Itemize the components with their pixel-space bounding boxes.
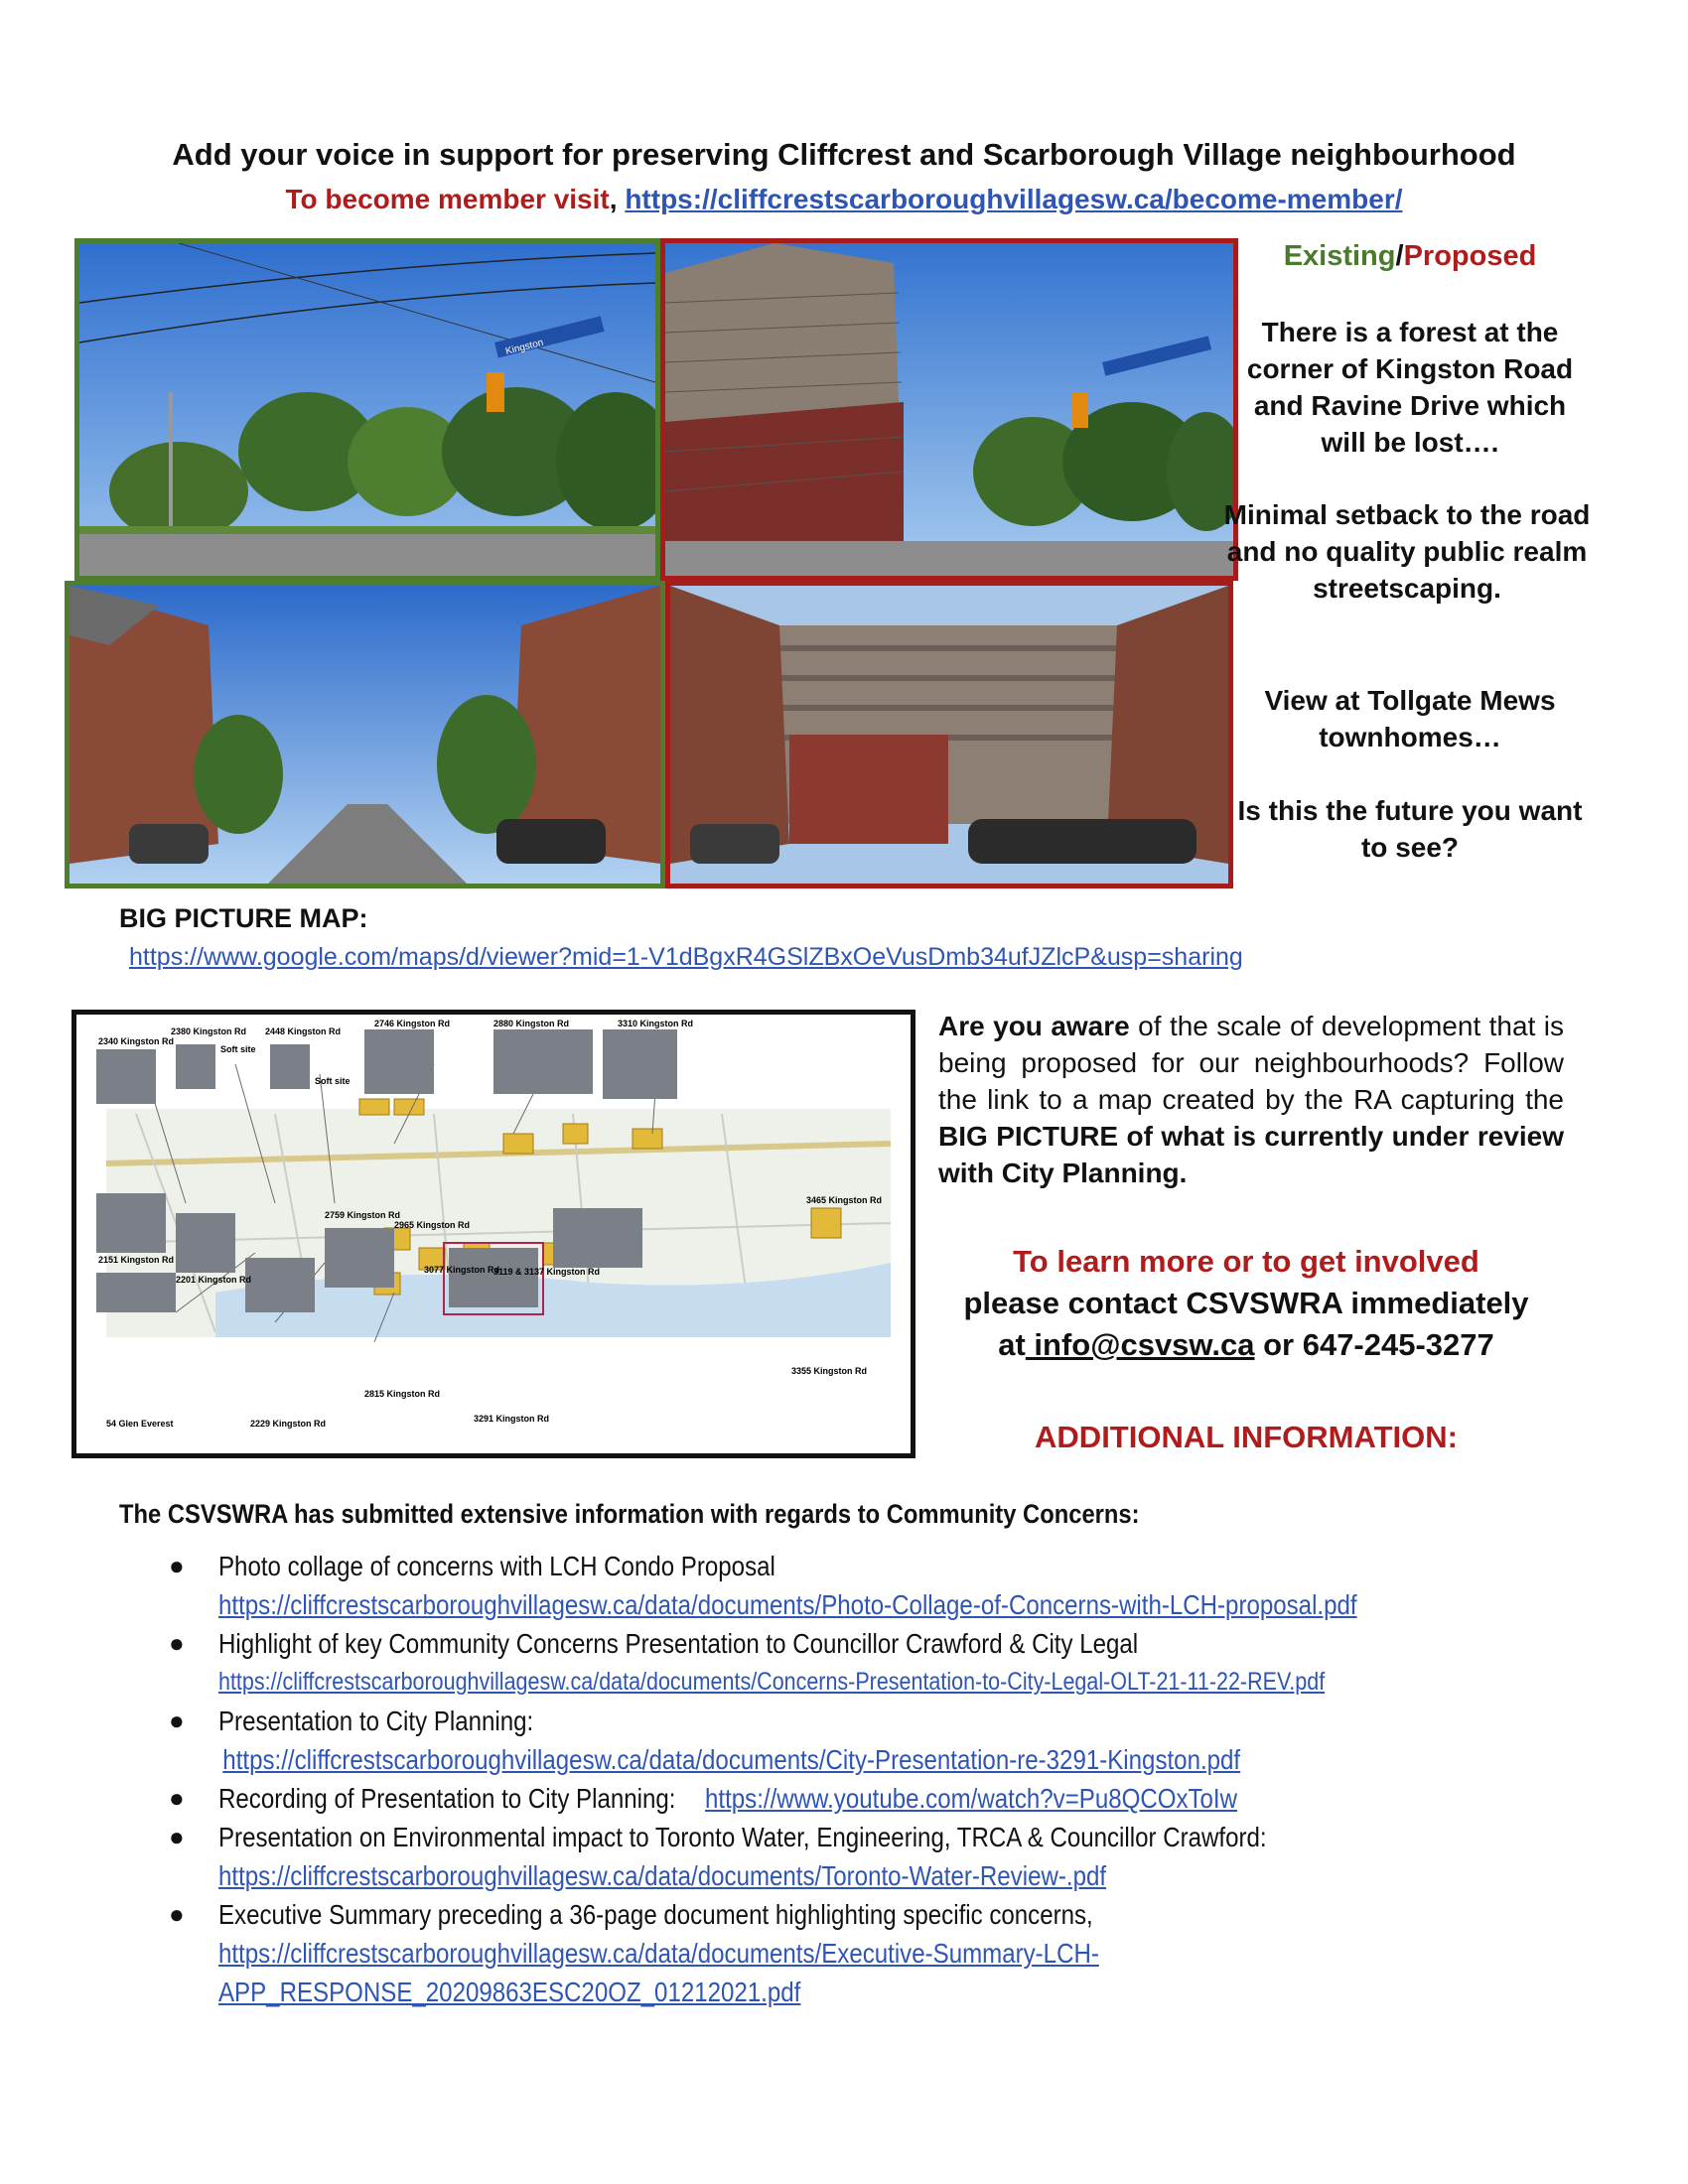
member-comma: , bbox=[609, 184, 618, 214]
item-text: Photo collage of concerns with LCH Condo Proposal bbox=[218, 1551, 775, 1581]
page-title: Add your voice in support for preserving Cliffcrest and Scarborough Village neighbourhood bbox=[172, 137, 1516, 172]
item-text: Executive Summary preceding a 36-page document highlighting specific concerns, bbox=[218, 1899, 1093, 1930]
item-text: Highlight of key Community Concerns Presentation to Councillor Crawford & City Legal bbox=[218, 1628, 1139, 1659]
map-label-3291: 3291 Kingston Rd bbox=[474, 1414, 550, 1424]
side-paragraph-forest: There is a forest at the corner of Kingston Road and Ravine Drive which will be lost…. bbox=[1246, 317, 1574, 458]
side-paragraph-question: Is this the future you want to see? bbox=[1237, 795, 1583, 863]
map-label-2759: 2759 Kingston Rd bbox=[325, 1210, 401, 1220]
bullet: ● bbox=[169, 1628, 185, 1658]
map-label-3310: 3310 Kingston Rd bbox=[618, 1019, 694, 1028]
list-item bbox=[164, 1702, 1554, 1779]
photo-existing-townhomes bbox=[65, 581, 665, 888]
aware-bold-1: Are you aware bbox=[938, 1011, 1130, 1041]
legend-slash: / bbox=[1395, 240, 1404, 272]
documents-list bbox=[164, 1547, 1554, 2011]
contact-line-3 bbox=[928, 1324, 1564, 1366]
item-text: Presentation to City Planning: bbox=[218, 1706, 534, 1736]
list-item bbox=[164, 1895, 1554, 2011]
community-concerns-subheading: The CSVSWRA has submitted extensive information with regards to Community Concerns: bbox=[119, 1499, 1140, 1529]
map-label-2965: 2965 Kingston Rd bbox=[394, 1220, 471, 1230]
member-line bbox=[0, 184, 1688, 215]
item-link[interactable]: https://cliffcrestscarboroughvillagesw.ca/data/documents/Executive-Summary-LCH- bbox=[218, 1938, 1099, 1969]
bullet: ● bbox=[169, 1783, 185, 1813]
item-text: Recording of Presentation to City Planning: bbox=[218, 1783, 676, 1814]
map-label-2448: 2448 Kingston Rd bbox=[265, 1026, 342, 1036]
become-member-link[interactable]: https://cliffcrestscarboroughvillagesw.ca/become-member/ bbox=[625, 184, 1403, 214]
map-label-2340: 2340 Kingston Rd bbox=[98, 1036, 175, 1046]
map-label-2380: 2380 Kingston Rd bbox=[171, 1026, 247, 1036]
aware-text-1: of the scale of development that is being proposed for our neighbourhoods? Follow the link to a map created by the RA capturing the bbox=[938, 1011, 1565, 1115]
item-text: Presentation on Environmental impact to Toronto Water, Engineering, TRCA & Councillor Crawford: bbox=[218, 1822, 1267, 1852]
map-label-2880: 2880 Kingston Rd bbox=[493, 1019, 570, 1028]
map-label-2229: 2229 Kingston Rd bbox=[250, 1419, 327, 1429]
map-label-soft-site-2: Soft site bbox=[315, 1076, 351, 1086]
contact-line-2: please contact CSVSWRA immediately bbox=[963, 1286, 1529, 1320]
photo-existing-corner bbox=[74, 238, 660, 581]
map-label-2815: 2815 Kingston Rd bbox=[364, 1389, 441, 1399]
list-item bbox=[164, 1818, 1554, 1895]
bullet: ● bbox=[169, 1551, 185, 1580]
item-link[interactable]: https://cliffcrestscarboroughvillagesw.ca/data/documents/City-Presentation-re-3291-Kingston.pdf bbox=[222, 1744, 1241, 1775]
photo-proposed-corner bbox=[660, 238, 1238, 581]
list-item bbox=[164, 1624, 1554, 1702]
bullet: ● bbox=[169, 1822, 185, 1851]
map-label-soft-site-1: Soft site bbox=[220, 1044, 256, 1054]
map-label-3465: 3465 Kingston Rd bbox=[806, 1195, 883, 1205]
aware-bold-2: BIG PICTURE of what is currently under review with City Planning. bbox=[938, 1121, 1564, 1188]
street-sign-text: Kingston bbox=[504, 337, 545, 357]
map-label-2201: 2201 Kingston Rd bbox=[176, 1275, 252, 1285]
contact-phone: or 647-245-3277 bbox=[1254, 1327, 1494, 1362]
list-item bbox=[164, 1547, 1554, 1624]
big-picture-map-label: BIG PICTURE MAP: bbox=[119, 903, 368, 933]
member-text: To become member visit bbox=[285, 184, 610, 214]
item-link[interactable]: https://cliffcrestscarboroughvillagesw.ca/data/documents/Photo-Collage-of-Concerns-with-LCH-proposal.pdf bbox=[218, 1589, 1357, 1620]
photo-proposed-townhomes bbox=[665, 581, 1233, 888]
legend-proposed: Proposed bbox=[1403, 240, 1537, 272]
big-picture-map-link[interactable]: https://www.google.com/maps/d/viewer?mid=1-V1dBgxR4GSlZBxOeVusDmb34ufJZlcP&usp=sharing bbox=[129, 943, 1243, 971]
contact-block bbox=[928, 1241, 1564, 1366]
existing-proposed-legend bbox=[1231, 238, 1589, 275]
side-paragraph-tollgate: View at Tollgate Mews townhomes… bbox=[1264, 685, 1556, 752]
item-link-continued[interactable]: APP_RESPONSE_20209863ESC20OZ_01212021.pdf bbox=[218, 1977, 801, 2007]
development-map-image bbox=[71, 1010, 915, 1458]
map-label-3355: 3355 Kingston Rd bbox=[791, 1366, 868, 1376]
item-link[interactable]: https://cliffcrestscarboroughvillagesw.ca/data/documents/Concerns-Presentation-to-City-Legal-OLT-21-11-22-REV.pdf bbox=[218, 1668, 1326, 1696]
side-paragraph-setback: Minimal setback to the road and no quality public realm streetscaping. bbox=[1223, 499, 1591, 604]
map-label-3077: 3077 Kingston Rd bbox=[424, 1265, 500, 1275]
map-label-3119: 3119 & 3137 Kingston Rd bbox=[493, 1267, 601, 1277]
bullet: ● bbox=[169, 1706, 185, 1735]
list-item bbox=[164, 1779, 1554, 1818]
item-link[interactable]: https://cliffcrestscarboroughvillagesw.ca/data/documents/Toronto-Water-Review-.pdf bbox=[218, 1860, 1107, 1891]
additional-information-heading: ADDITIONAL INFORMATION: bbox=[1035, 1420, 1458, 1454]
legend-existing: Existing bbox=[1283, 240, 1396, 272]
aware-paragraph bbox=[938, 1008, 1564, 1191]
map-label-2746: 2746 Kingston Rd bbox=[374, 1019, 451, 1028]
item-link[interactable]: https://www.youtube.com/watch?v=Pu8QCOxToIw bbox=[705, 1783, 1238, 1814]
contact-line-1: To learn more or to get involved bbox=[1013, 1244, 1479, 1279]
bullet: ● bbox=[169, 1899, 185, 1929]
map-label-2151: 2151 Kingston Rd bbox=[98, 1255, 175, 1265]
contact-email-link[interactable]: info@csvsw.ca bbox=[1025, 1327, 1255, 1362]
contact-at: at bbox=[998, 1327, 1026, 1362]
map-label-glen-everest: 54 Glen Everest bbox=[106, 1419, 174, 1429]
